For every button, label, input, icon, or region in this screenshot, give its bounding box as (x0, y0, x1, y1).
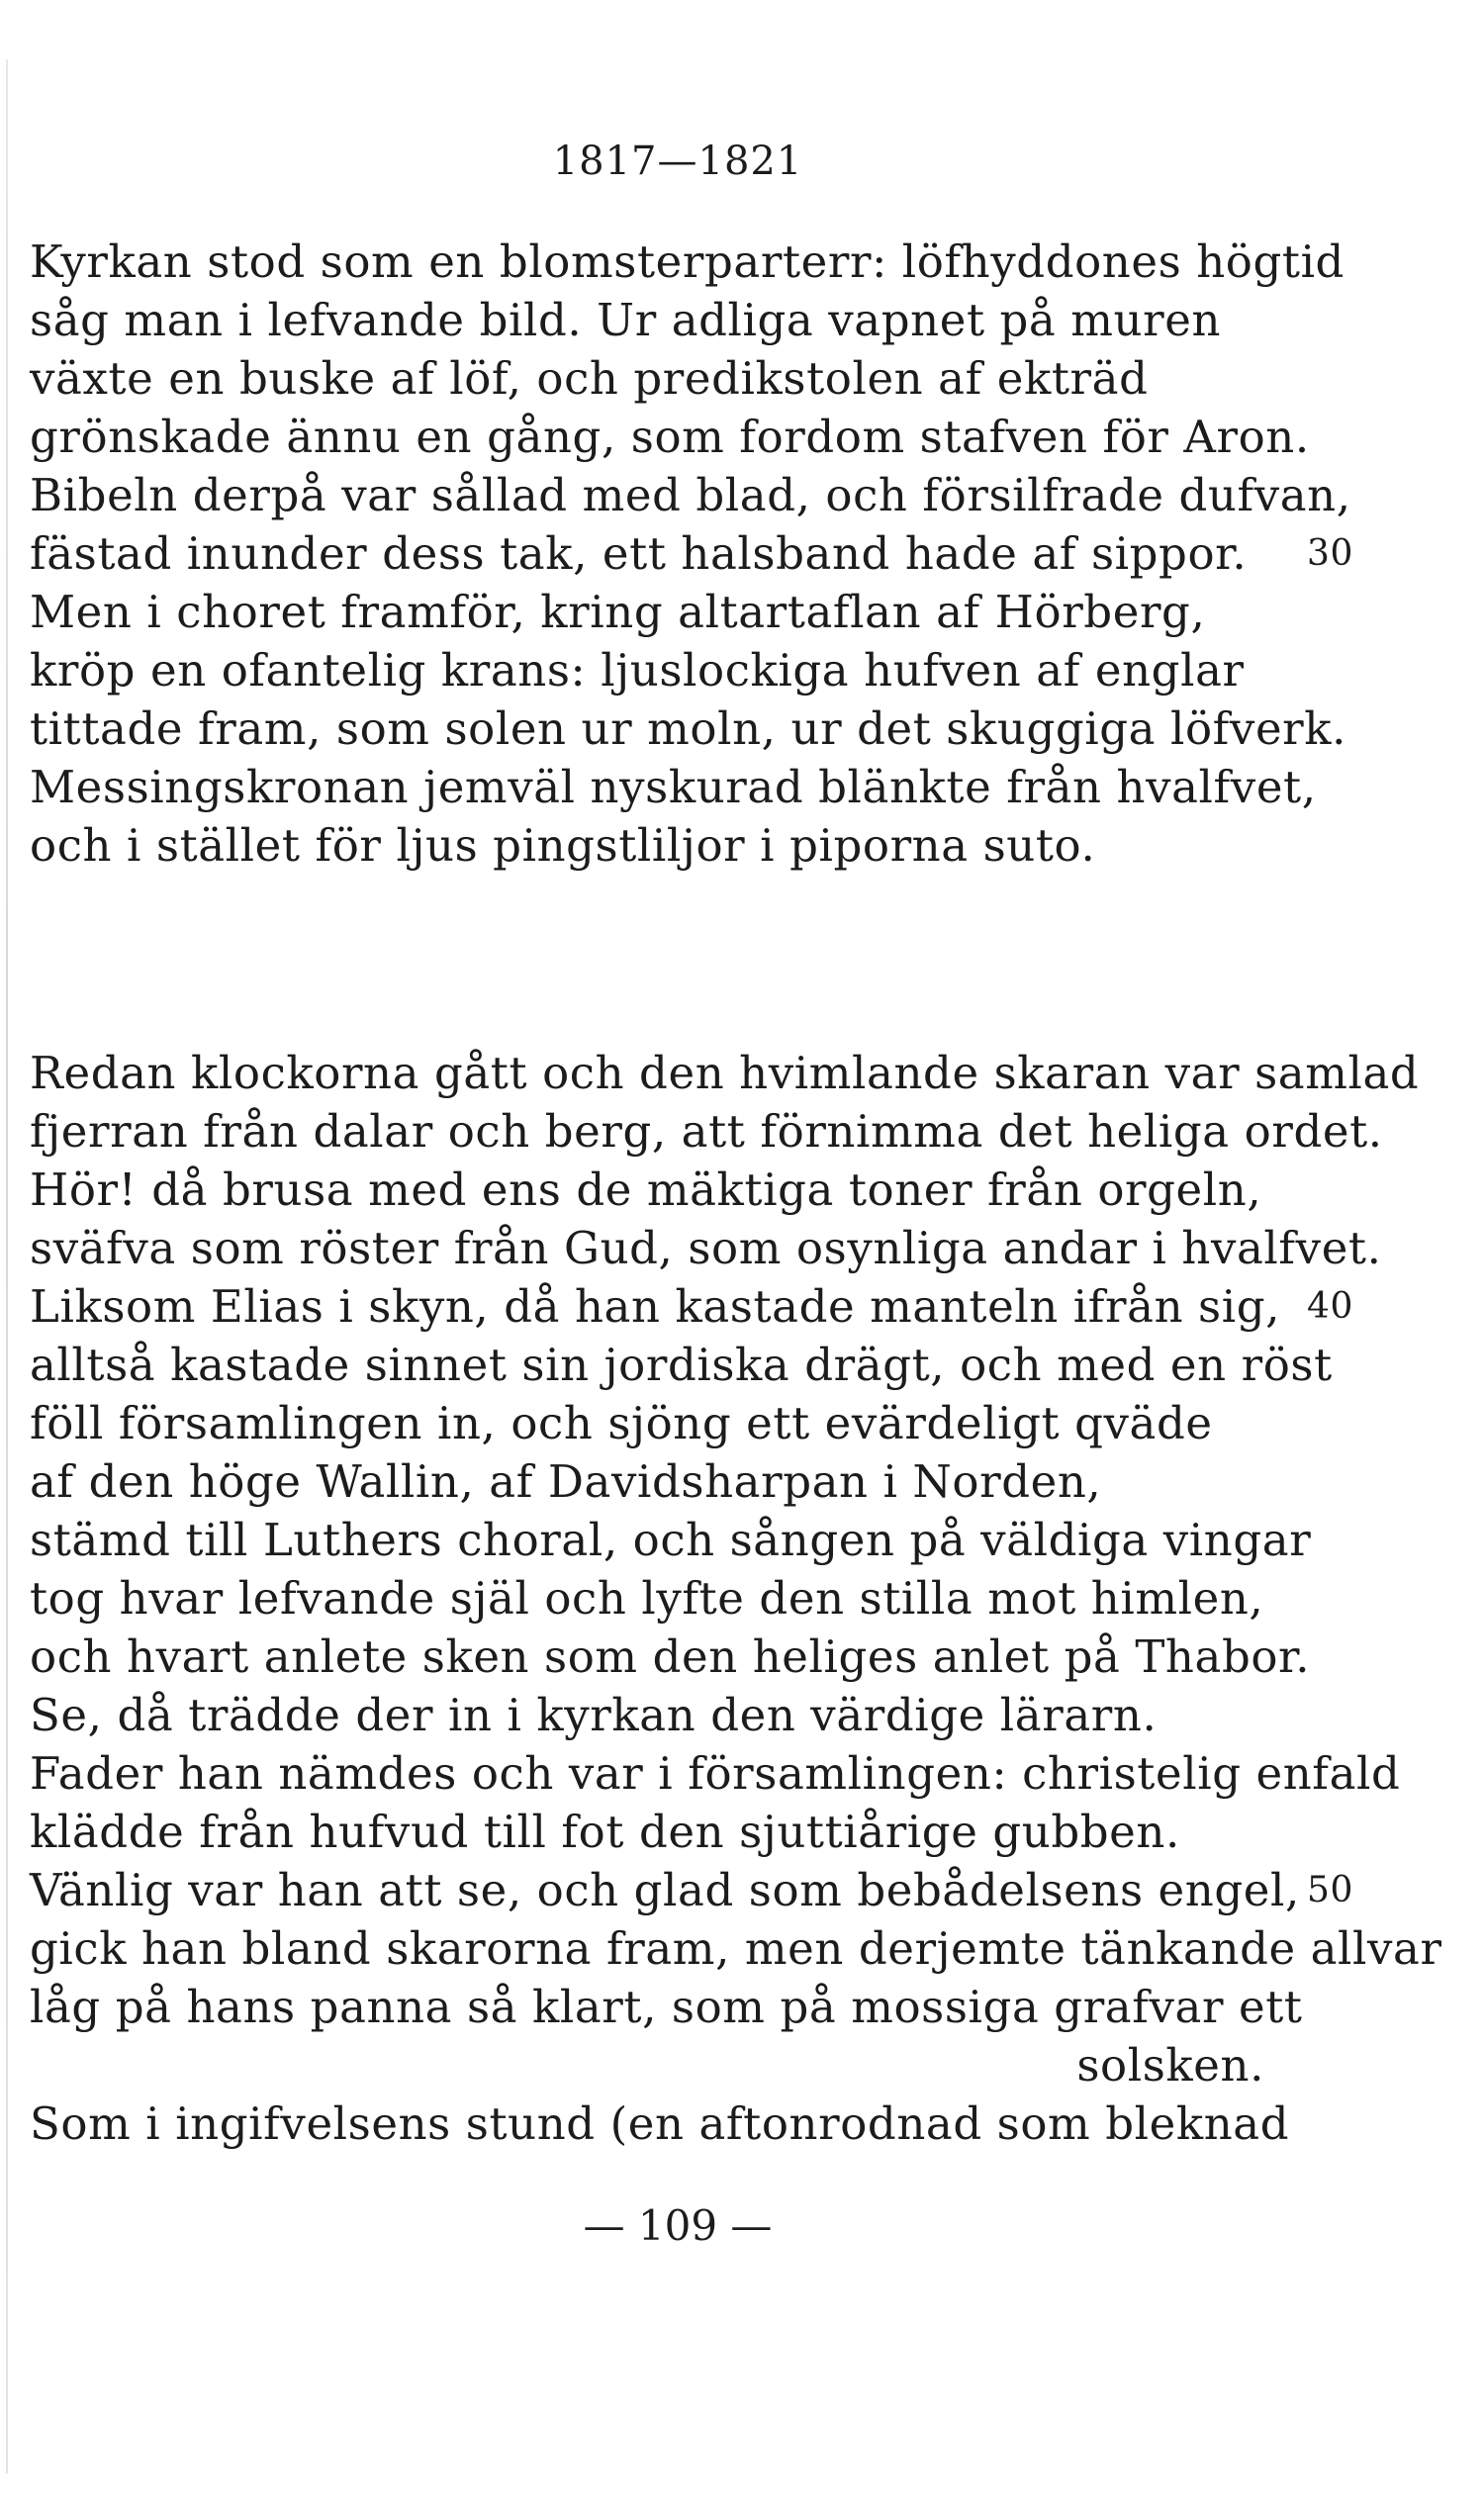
poem-line (30, 1744, 1401, 1803)
poem-line-text: föll församlingen in, och sjöng ett evärdeligt qväde (30, 1397, 1213, 1449)
poem-line (30, 1861, 1353, 1919)
poem-line-text: tittade fram, som solen ur moln, ur det skuggiga löfverk. (30, 702, 1347, 755)
poem-line-text: alltså kastade sinnet sin jordiska drägt, och med en röst (30, 1339, 1333, 1391)
poem-line-text: tog hvar lefvande själ och lyfte den stilla mot himlen, (30, 1572, 1264, 1625)
poem-line (30, 1628, 1316, 1686)
page-gutter-shadow (6, 59, 8, 2473)
poem-line-text: klädde från hufvud till fot den sjuttiårige gubben. (30, 1806, 1180, 1858)
poem-line-text: solsken. (1076, 2039, 1264, 2092)
line-number: 30 (1306, 533, 1353, 574)
poem-line (30, 1452, 1316, 1511)
line-number: 50 (1306, 1870, 1353, 1910)
poem-line-text: Bibeln derpå var sållad med blad, och försilfrade dufvan, (30, 469, 1351, 521)
poem-line-text: grönskade ännu en gång, som fordom stafven för Aron. (30, 411, 1310, 463)
poem-line-text: Fader han nämdes och var i församlingen: christelig enfald (30, 1747, 1401, 1800)
poem-line-text: fjerran från dalar och berg, att förnimma det heliga ordet. (30, 1105, 1383, 1158)
poem-line-text: Kyrkan stod som en blomsterparterr: löfhyddones högtid (30, 235, 1345, 288)
stanza-1 (30, 233, 1353, 875)
poem-line (30, 1044, 1420, 1102)
poem-line (30, 1394, 1316, 1452)
poem-line (30, 699, 1347, 758)
poem-line (30, 758, 1316, 816)
poem-line (30, 1102, 1383, 1161)
poem-line (30, 1803, 1316, 1861)
poem-line-text: Redan klockorna gått och den hvimlande skaran var samlad (30, 1047, 1420, 1099)
stanza-2 (30, 1044, 1442, 2153)
poem-line (30, 1336, 1333, 1394)
poem-line (30, 1511, 1316, 1569)
poem-line (30, 233, 1345, 291)
page-number: — 109 — (583, 2201, 773, 2250)
poem-line (30, 349, 1316, 408)
poem-line (30, 291, 1316, 349)
poem-line (30, 2094, 1316, 2153)
line-number: 40 (1306, 1286, 1353, 1327)
poem-line-text: fästad inunder dess tak, ett halsband hade af sippor. (30, 527, 1248, 580)
poem-line-text: Messingskronan jemväl nyskurad blänkte från hvalfvet, (30, 761, 1317, 813)
poem-line-text: Liksom Elias i skyn, då han kastade manteln ifrån sig, (30, 1280, 1281, 1333)
poem-line (30, 2036, 1316, 2094)
poem-line-text: af den höge Wallin, af Davidsharpan i Norden, (30, 1455, 1102, 1508)
poem-line-text: Se, då trädde der in i kyrkan den värdige lärarn. (30, 1689, 1158, 1741)
poem-line (30, 641, 1316, 699)
poem-line-text: Som i ingifvelsens stund (en aftonrodnad som bleknad (30, 2097, 1290, 2150)
poem-line (30, 1978, 1316, 2036)
poem-line-text: gick han bland skarorna fram, men derjemte tänkande allvar (30, 1922, 1442, 1975)
poem-line (30, 1569, 1316, 1628)
poem-line (30, 1686, 1316, 1744)
poem-line (30, 524, 1353, 583)
poem-line (30, 583, 1316, 641)
poem-line-text: Hör! då brusa med ens de mäktiga toner från orgeln, (30, 1163, 1262, 1216)
poem-line-text: växte en buske af löf, och predikstolen af ekträd (30, 352, 1149, 405)
poem-line-text: kröp en ofantelig krans: ljuslockiga hufven af englar (30, 644, 1245, 697)
poem-line (30, 408, 1316, 466)
poem-line-text: och i stället för ljus pingstliljor i piporna suto. (30, 819, 1096, 872)
poem-line-text: Vänlig var han att se, och glad som bebådelsens engel, (30, 1864, 1300, 1916)
poem-line (30, 1277, 1353, 1336)
poem-line (30, 1919, 1442, 1978)
poem-line-text: Men i choret framför, kring altartaflan af Hörberg, (30, 586, 1206, 638)
poem-line (30, 816, 1316, 875)
poem-line-text: och hvart anlete sken som den heliges anlet på Thabor. (30, 1630, 1311, 1683)
poem-line (30, 1161, 1316, 1219)
poem-line-text: sväfva som röster från Gud, som osynliga andar i hvalfvet. (30, 1222, 1382, 1274)
running-head: 1817—1821 (552, 139, 803, 184)
poem-line-text: stämd till Luthers choral, och sången på väldiga vingar (30, 1514, 1312, 1566)
poem-line-text: såg man i lefvande bild. Ur adliga vapnet på muren (30, 294, 1222, 346)
poem-line (30, 1219, 1382, 1277)
poem-line-text: låg på hans panna så klart, som på mossiga grafvar ett (30, 1981, 1303, 2033)
poem-line (30, 466, 1351, 524)
